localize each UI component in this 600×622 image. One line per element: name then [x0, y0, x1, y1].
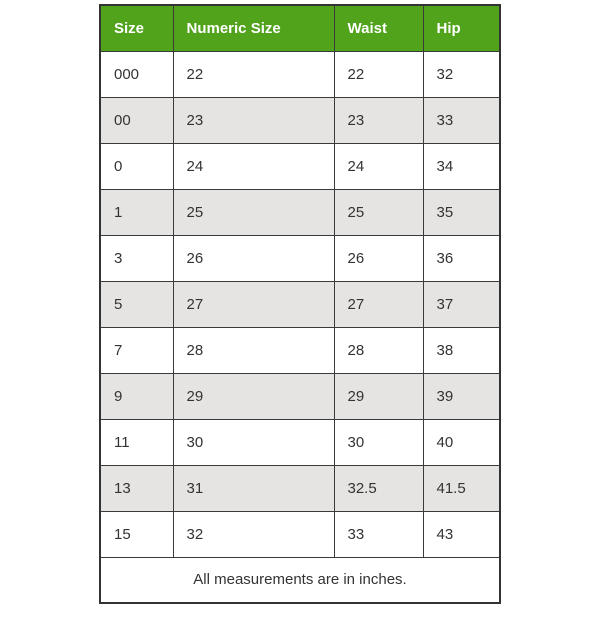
table-row — [100, 143, 500, 189]
cell-numeric-size: 28 — [173, 327, 334, 373]
cell-hip: 34 — [423, 143, 500, 189]
cell-size: 13 — [100, 465, 173, 511]
cell-hip: 37 — [423, 281, 500, 327]
cell-size: 00 — [100, 97, 173, 143]
cell-hip: 36 — [423, 235, 500, 281]
cell-numeric-size: 31 — [173, 465, 334, 511]
cell-size: 000 — [100, 51, 173, 97]
cell-numeric-size: 29 — [173, 373, 334, 419]
cell-waist: 24 — [334, 143, 423, 189]
cell-waist: 30 — [334, 419, 423, 465]
cell-size: 11 — [100, 419, 173, 465]
cell-waist: 23 — [334, 97, 423, 143]
cell-size: 9 — [100, 373, 173, 419]
cell-numeric-size: 27 — [173, 281, 334, 327]
size-chart-table — [99, 4, 501, 604]
cell-size: 1 — [100, 189, 173, 235]
table-row — [100, 97, 500, 143]
table-row — [100, 419, 500, 465]
header-waist: Waist — [334, 5, 423, 51]
table-row — [100, 281, 500, 327]
cell-hip: 38 — [423, 327, 500, 373]
cell-numeric-size: 30 — [173, 419, 334, 465]
cell-size: 7 — [100, 327, 173, 373]
table-footer — [100, 557, 500, 603]
header-size: Size — [100, 5, 173, 51]
cell-hip: 43 — [423, 511, 500, 557]
cell-size: 0 — [100, 143, 173, 189]
footer-row — [100, 557, 500, 603]
cell-waist: 32.5 — [334, 465, 423, 511]
cell-hip: 41.5 — [423, 465, 500, 511]
cell-waist: 33 — [334, 511, 423, 557]
cell-size: 3 — [100, 235, 173, 281]
cell-numeric-size: 25 — [173, 189, 334, 235]
table-row — [100, 373, 500, 419]
table-row — [100, 51, 500, 97]
cell-waist: 29 — [334, 373, 423, 419]
cell-waist: 28 — [334, 327, 423, 373]
cell-hip: 35 — [423, 189, 500, 235]
cell-waist: 27 — [334, 281, 423, 327]
header-row — [100, 5, 500, 51]
table-row — [100, 189, 500, 235]
table-row — [100, 235, 500, 281]
cell-waist: 22 — [334, 51, 423, 97]
cell-waist: 26 — [334, 235, 423, 281]
cell-size: 15 — [100, 511, 173, 557]
table-row — [100, 511, 500, 557]
measurement-note: All measurements are in inches. — [100, 557, 500, 603]
cell-numeric-size: 26 — [173, 235, 334, 281]
cell-hip: 40 — [423, 419, 500, 465]
cell-size: 5 — [100, 281, 173, 327]
cell-hip: 33 — [423, 97, 500, 143]
header-numeric-size: Numeric Size — [173, 5, 334, 51]
table-row — [100, 465, 500, 511]
table-header — [100, 5, 500, 51]
table-row — [100, 327, 500, 373]
cell-waist: 25 — [334, 189, 423, 235]
cell-hip: 32 — [423, 51, 500, 97]
cell-numeric-size: 22 — [173, 51, 334, 97]
cell-numeric-size: 23 — [173, 97, 334, 143]
table-body — [100, 51, 500, 557]
cell-numeric-size: 32 — [173, 511, 334, 557]
cell-hip: 39 — [423, 373, 500, 419]
cell-numeric-size: 24 — [173, 143, 334, 189]
header-hip: Hip — [423, 5, 500, 51]
